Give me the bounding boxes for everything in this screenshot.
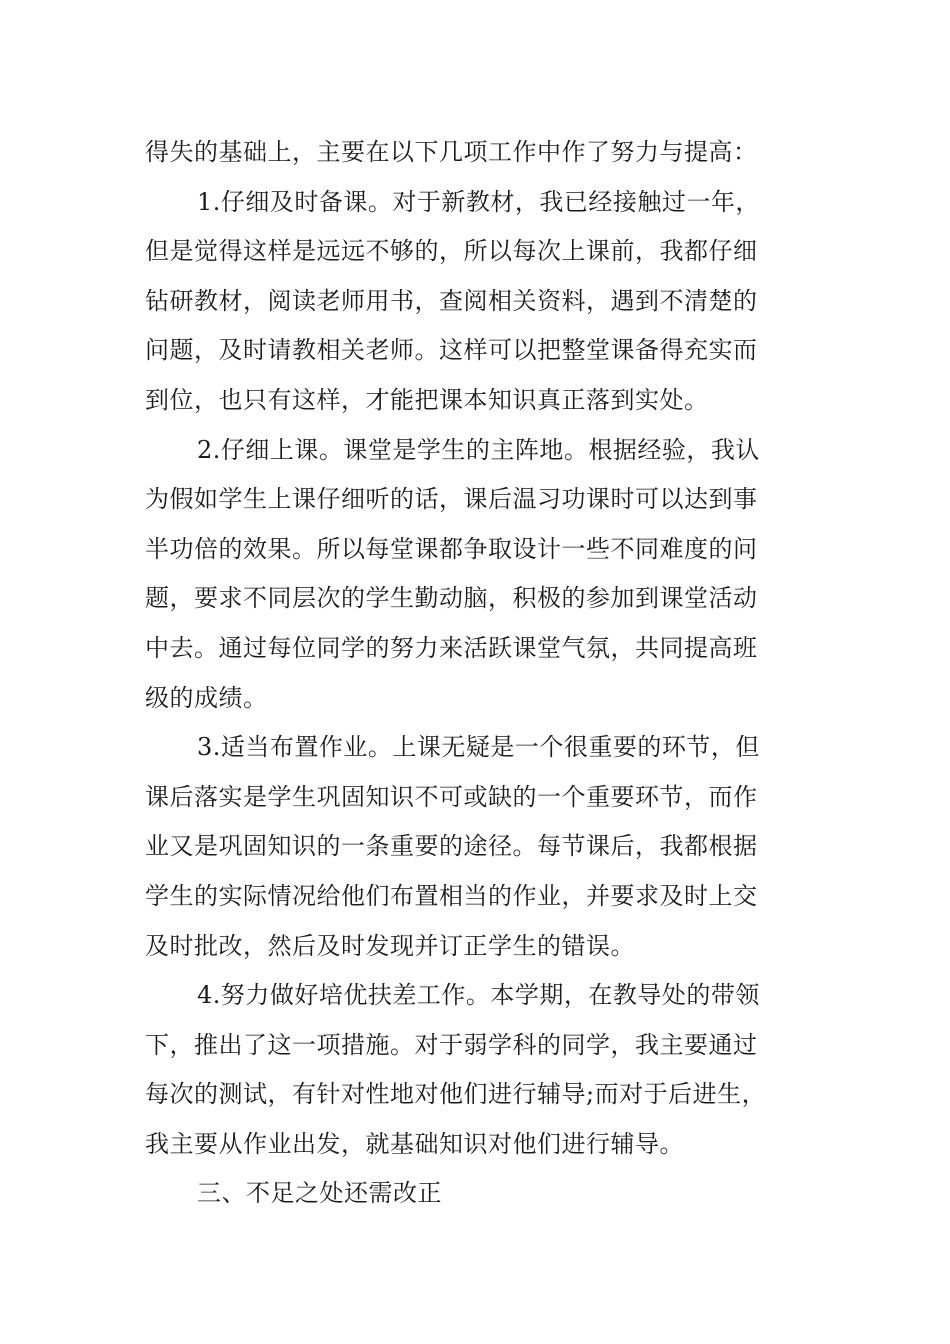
text-line: 及时批改，然后及时发现并订正学生的错误。 xyxy=(145,931,635,960)
paragraph-item-1 xyxy=(145,178,813,426)
text-line: 级的成绩。 xyxy=(145,683,268,712)
text-line: 4.努力做好培优扶差工作。本学期，在教导处的带领 xyxy=(197,981,760,1010)
paragraph-item-2 xyxy=(145,426,813,724)
text-line: 2.仔细上课。课堂是学生的主阵地。根据经验，我认 xyxy=(197,435,760,464)
text-line: 1.仔细及时备课。对于新教材，我已经接触过一年， xyxy=(197,187,760,216)
text-line: 中去。通过每位同学的努力来活跃课堂气氛，共同提高班 xyxy=(145,633,758,662)
text-line: 为假如学生上课仔细听的话，课后温习功课时可以达到事 xyxy=(145,485,758,514)
text-line: 题，要求不同层次的学生勤动脑，积极的参加到课堂活动 xyxy=(145,584,758,613)
text-line: 课后落实是学生巩固知识不可或缺的一个重要环节，而作 xyxy=(145,782,758,811)
text-line: 到位，也只有这样，才能把课本知识真正落到实处。 xyxy=(145,385,709,414)
text-line: 下，推出了这一项措施。对于弱学科的同学，我主要通过 xyxy=(145,1030,758,1059)
text-line: 每次的测试，有针对性地对他们进行辅导;而对于后进生， xyxy=(145,1080,767,1109)
text-line: 3.适当布置作业。上课无疑是一个很重要的环节，但 xyxy=(197,733,760,762)
paragraph-intro xyxy=(145,128,813,178)
text-line: 问题，及时请教相关老师。这样可以把整堂课备得充实而 xyxy=(145,336,758,365)
heading-text: 三、不足之处还需改正 xyxy=(197,1179,442,1208)
text-line: 业又是巩固知识的一条重要的途径。每节课后，我都根据 xyxy=(145,832,758,861)
text-line: 钻研教材，阅读老师用书，查阅相关资料，遇到不清楚的 xyxy=(145,286,758,315)
document-body xyxy=(145,128,813,1219)
text-line: 半功倍的效果。所以每堂课都争取设计一些不同难度的问 xyxy=(145,534,758,563)
text-line: 学生的实际情况给他们布置相当的作业，并要求及时上交 xyxy=(145,881,758,910)
text-line: 得失的基础上，主要在以下几项工作中作了努力与提高： xyxy=(145,138,758,166)
text-line: 我主要从作业出发，就基础知识对他们进行辅导。 xyxy=(145,1129,684,1158)
paragraph-item-3 xyxy=(145,723,813,971)
text-line: 但是觉得这样是远远不够的，所以每次上课前，我都仔细 xyxy=(145,237,758,266)
section-heading xyxy=(145,1169,813,1219)
paragraph-item-4 xyxy=(145,971,813,1169)
